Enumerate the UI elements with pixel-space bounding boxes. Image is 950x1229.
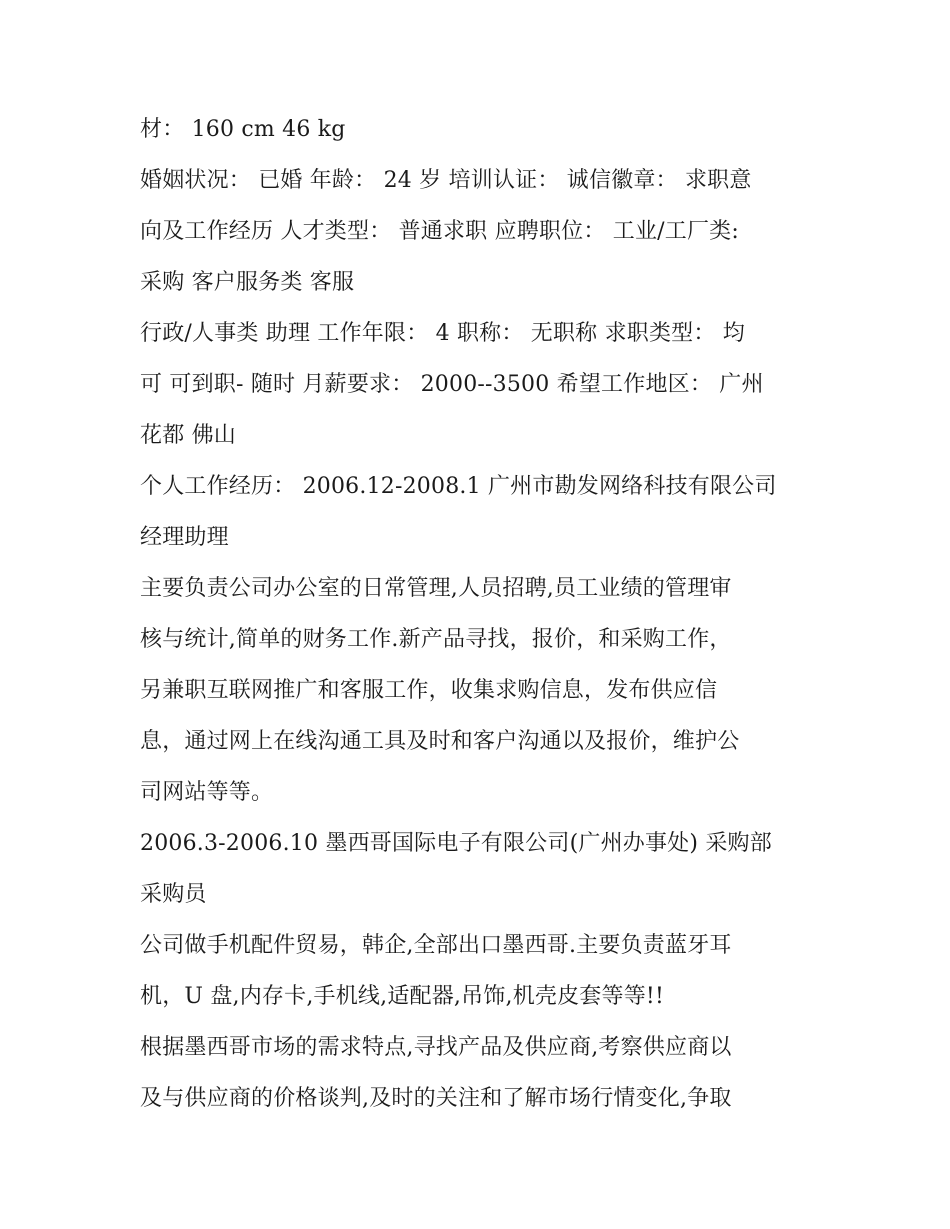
text-line: 材： 160 cm 46 kg [140, 117, 346, 142]
text-line: 婚姻状况： 已婚 年龄： 24 岁 培训认证： 诚信徽章： 求职意 [140, 168, 752, 193]
text-line: 采购员 [140, 882, 207, 907]
text-line: 及与供应商的价格谈判,及时的关注和了解市场行情变化,争取 [140, 1086, 732, 1111]
text-line: 经理助理 [140, 525, 229, 550]
text-line: 核与统计,简单的财务工作.新产品寻找，报价，和采购工作， [140, 627, 732, 652]
text-line: 息，通过网上在线沟通工具及时和客户沟通以及报价，维护公 [140, 729, 740, 754]
text-line: 机，U 盘,内存卡,手机线,适配器,吊饰,机壳皮套等等!! [140, 984, 664, 1009]
text-line: 采购 客户服务类 客服 [140, 270, 355, 295]
text-line: 可 可到职- 随时 月薪要求： 2000--3500 希望工作地区： 广州 [140, 372, 764, 397]
text-line: 个人工作经历： 2006.12-2008.1 广州市勘发网络科技有限公司 [140, 474, 777, 499]
text-line: 向及工作经历 人才类型： 普通求职 应聘职位： 工业/工厂类: [140, 219, 739, 244]
text-line: 行政/人事类 助理 工作年限： 4 职称： 无职称 求职类型： 均 [140, 321, 745, 346]
text-line: 2006.3-2006.10 墨西哥国际电子有限公司(广州办事处) 采购部 [140, 831, 772, 856]
text-line: 主要负责公司办公室的日常管理,人员招聘,员工业绩的管理审 [140, 576, 732, 601]
text-line: 花都 佛山 [140, 423, 236, 448]
text-line: 另兼职互联网推广和客服工作，收集求购信息，发布供应信 [140, 678, 718, 703]
text-line: 根据墨西哥市场的需求特点,寻找产品及供应商,考察供应商以 [140, 1035, 732, 1060]
text-line: 司网站等等。 [140, 780, 274, 805]
document-body [140, 104, 820, 1124]
text-line: 公司做手机配件贸易，韩企,全部出口墨西哥.主要负责蓝牙耳 [140, 933, 732, 958]
